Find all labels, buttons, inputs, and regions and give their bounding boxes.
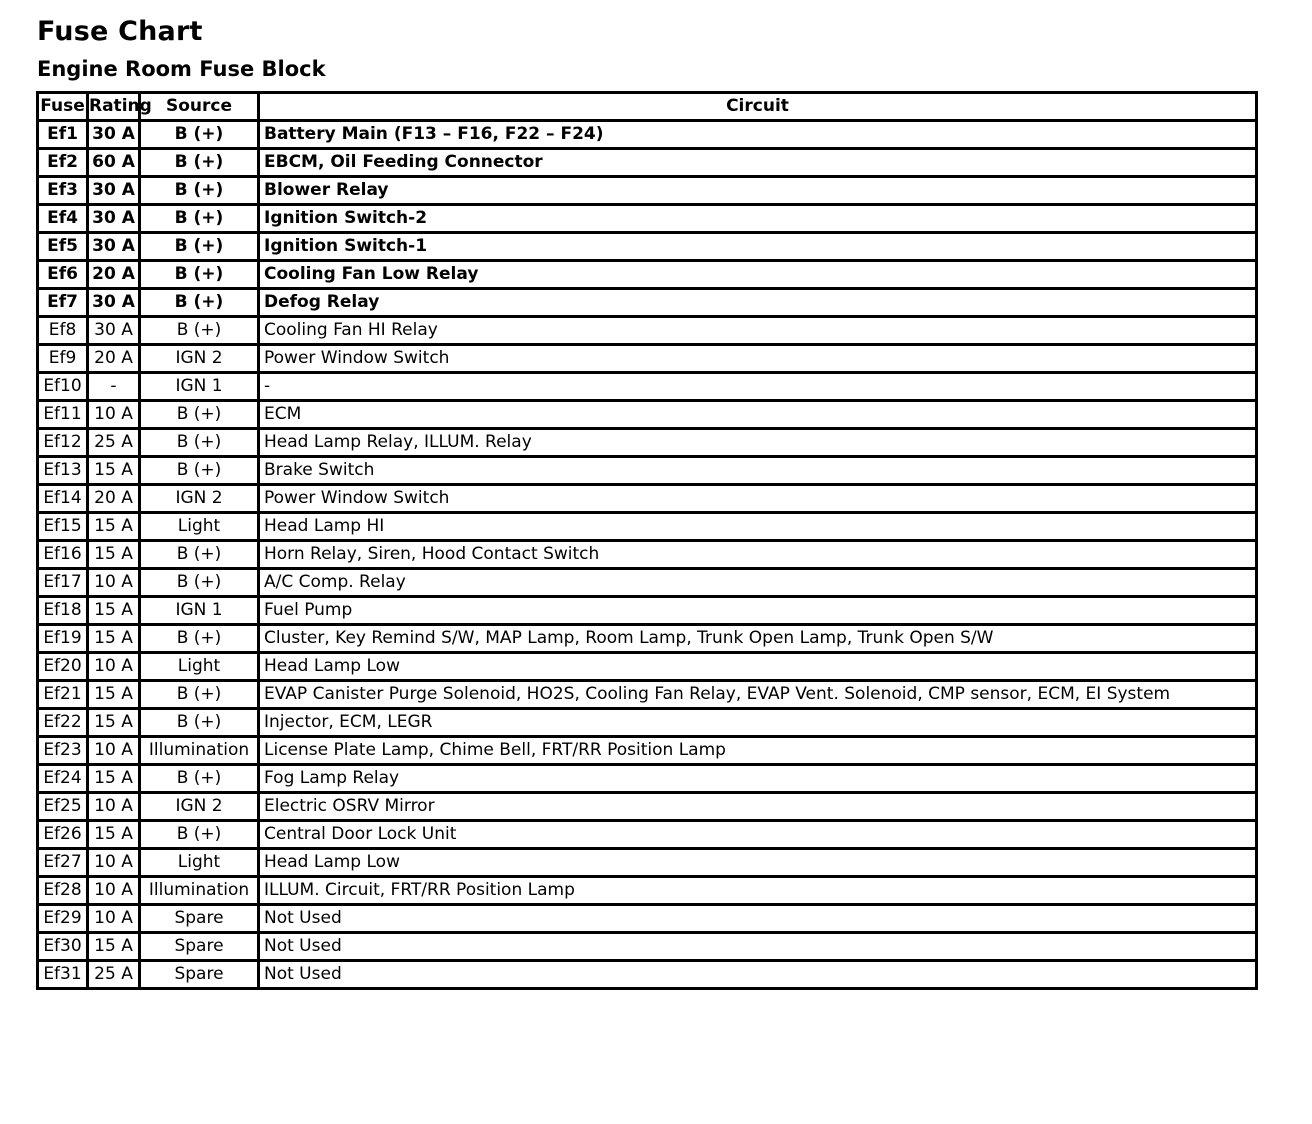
source-cell: B (+) <box>140 821 259 849</box>
rating-cell: 30 A <box>88 121 140 149</box>
circuit-cell: Cooling Fan Low Relay <box>259 261 1257 289</box>
table-row <box>38 737 1257 765</box>
circuit-cell: ILLUM. Circuit, FRT/RR Position Lamp <box>259 877 1257 905</box>
circuit-cell: Battery Main (F13 – F16, F22 – F24) <box>259 121 1257 149</box>
circuit-cell: Not Used <box>259 905 1257 933</box>
fuse-cell: Ef30 <box>38 933 88 961</box>
column-header-source: Source <box>140 93 259 121</box>
rating-cell: 25 A <box>88 961 140 989</box>
fuse-cell: Ef21 <box>38 681 88 709</box>
table-row <box>38 765 1257 793</box>
source-cell: IGN 2 <box>140 793 259 821</box>
circuit-cell: Fuel Pump <box>259 597 1257 625</box>
rating-cell: 20 A <box>88 345 140 373</box>
fuse-cell: Ef14 <box>38 485 88 513</box>
table-row <box>38 177 1257 205</box>
rating-cell: 30 A <box>88 233 140 261</box>
fuse-cell: Ef15 <box>38 513 88 541</box>
fuse-cell: Ef17 <box>38 569 88 597</box>
circuit-cell: Electric OSRV Mirror <box>259 793 1257 821</box>
circuit-cell: A/C Comp. Relay <box>259 569 1257 597</box>
table-row <box>38 401 1257 429</box>
fuse-cell: Ef20 <box>38 653 88 681</box>
circuit-cell: Horn Relay, Siren, Hood Contact Switch <box>259 541 1257 569</box>
fuse-cell: Ef28 <box>38 877 88 905</box>
table-row <box>38 793 1257 821</box>
source-cell: Spare <box>140 961 259 989</box>
fuse-cell: Ef4 <box>38 205 88 233</box>
source-cell: IGN 2 <box>140 485 259 513</box>
source-cell: B (+) <box>140 625 259 653</box>
circuit-cell: Brake Switch <box>259 457 1257 485</box>
table-row <box>38 429 1257 457</box>
fuse-cell: Ef29 <box>38 905 88 933</box>
header-row <box>38 93 1257 121</box>
page-subtitle: Engine Room Fuse Block <box>37 57 326 81</box>
source-cell: B (+) <box>140 177 259 205</box>
table-row <box>38 289 1257 317</box>
circuit-cell: Head Lamp Low <box>259 653 1257 681</box>
source-cell: B (+) <box>140 541 259 569</box>
rating-cell: 20 A <box>88 261 140 289</box>
table-row <box>38 877 1257 905</box>
rating-cell: 15 A <box>88 765 140 793</box>
fuse-cell: Ef5 <box>38 233 88 261</box>
source-cell: IGN 1 <box>140 373 259 401</box>
table-row <box>38 149 1257 177</box>
circuit-cell: Fog Lamp Relay <box>259 765 1257 793</box>
source-cell: B (+) <box>140 289 259 317</box>
circuit-cell: ECM <box>259 401 1257 429</box>
source-cell: Light <box>140 849 259 877</box>
table-row <box>38 821 1257 849</box>
table-row <box>38 261 1257 289</box>
fuse-cell: Ef24 <box>38 765 88 793</box>
source-cell: Spare <box>140 905 259 933</box>
fuse-cell: Ef22 <box>38 709 88 737</box>
fuse-cell: Ef18 <box>38 597 88 625</box>
circuit-cell: EBCM, Oil Feeding Connector <box>259 149 1257 177</box>
table-row <box>38 121 1257 149</box>
rating-cell: 15 A <box>88 457 140 485</box>
source-cell: B (+) <box>140 149 259 177</box>
fuse-cell: Ef11 <box>38 401 88 429</box>
rating-cell: 10 A <box>88 793 140 821</box>
rating-cell: 30 A <box>88 289 140 317</box>
circuit-cell: Defog Relay <box>259 289 1257 317</box>
rating-cell: 30 A <box>88 317 140 345</box>
table-header <box>38 93 1257 121</box>
table-row <box>38 373 1257 401</box>
fuse-cell: Ef26 <box>38 821 88 849</box>
fuse-cell: Ef31 <box>38 961 88 989</box>
table-row <box>38 345 1257 373</box>
circuit-cell: Cluster, Key Remind S/W, MAP Lamp, Room Lamp, Trunk Open Lamp, Trunk Open S/W <box>259 625 1257 653</box>
rating-cell: 15 A <box>88 541 140 569</box>
fuse-cell: Ef9 <box>38 345 88 373</box>
rating-cell: 15 A <box>88 597 140 625</box>
table-row <box>38 681 1257 709</box>
table-row <box>38 653 1257 681</box>
fuse-cell: Ef19 <box>38 625 88 653</box>
table-row <box>38 597 1257 625</box>
rating-cell: 30 A <box>88 177 140 205</box>
table-row <box>38 457 1257 485</box>
table-row <box>38 849 1257 877</box>
page-title: Fuse Chart <box>37 16 203 47</box>
column-header-fuse: Fuse <box>38 93 88 121</box>
fuse-cell: Ef3 <box>38 177 88 205</box>
rating-cell: 15 A <box>88 933 140 961</box>
rating-cell: 60 A <box>88 149 140 177</box>
rating-cell: 10 A <box>88 905 140 933</box>
fuse-cell: Ef16 <box>38 541 88 569</box>
column-header-rating: Rating <box>88 93 140 121</box>
circuit-cell: Ignition Switch-1 <box>259 233 1257 261</box>
source-cell: B (+) <box>140 681 259 709</box>
table-row <box>38 709 1257 737</box>
rating-cell: 30 A <box>88 205 140 233</box>
table-row <box>38 961 1257 989</box>
circuit-cell: Injector, ECM, LEGR <box>259 709 1257 737</box>
circuit-cell: Power Window Switch <box>259 485 1257 513</box>
table-row <box>38 317 1257 345</box>
circuit-cell: Not Used <box>259 961 1257 989</box>
circuit-cell: Head Lamp Relay, ILLUM. Relay <box>259 429 1257 457</box>
source-cell: Illumination <box>140 877 259 905</box>
circuit-cell: Central Door Lock Unit <box>259 821 1257 849</box>
table-row <box>38 933 1257 961</box>
fuse-cell: Ef12 <box>38 429 88 457</box>
fuse-cell: Ef8 <box>38 317 88 345</box>
rating-cell: 25 A <box>88 429 140 457</box>
fuse-cell: Ef10 <box>38 373 88 401</box>
fuse-cell: Ef25 <box>38 793 88 821</box>
source-cell: B (+) <box>140 205 259 233</box>
rating-cell: 10 A <box>88 877 140 905</box>
rating-cell: 10 A <box>88 737 140 765</box>
source-cell: Spare <box>140 933 259 961</box>
table-row <box>38 205 1257 233</box>
fuse-cell: Ef23 <box>38 737 88 765</box>
source-cell: Illumination <box>140 737 259 765</box>
source-cell: Light <box>140 653 259 681</box>
circuit-cell: Not Used <box>259 933 1257 961</box>
source-cell: B (+) <box>140 317 259 345</box>
source-cell: B (+) <box>140 429 259 457</box>
circuit-cell: EVAP Canister Purge Solenoid, HO2S, Cooling Fan Relay, EVAP Vent. Solenoid, CMP sensor, ECM, EI System <box>259 681 1257 709</box>
rating-cell: 10 A <box>88 849 140 877</box>
fuse-cell: Ef7 <box>38 289 88 317</box>
circuit-cell: Ignition Switch-2 <box>259 205 1257 233</box>
source-cell: B (+) <box>140 261 259 289</box>
table-body <box>38 121 1257 989</box>
source-cell: B (+) <box>140 709 259 737</box>
rating-cell: 15 A <box>88 821 140 849</box>
circuit-cell: Head Lamp Low <box>259 849 1257 877</box>
source-cell: B (+) <box>140 765 259 793</box>
table-row <box>38 513 1257 541</box>
source-cell: IGN 2 <box>140 345 259 373</box>
source-cell: B (+) <box>140 121 259 149</box>
table-row <box>38 569 1257 597</box>
source-cell: B (+) <box>140 569 259 597</box>
column-header-circuit: Circuit <box>259 93 1257 121</box>
rating-cell: - <box>88 373 140 401</box>
circuit-cell: License Plate Lamp, Chime Bell, FRT/RR Position Lamp <box>259 737 1257 765</box>
rating-cell: 15 A <box>88 681 140 709</box>
source-cell: IGN 1 <box>140 597 259 625</box>
table-row <box>38 485 1257 513</box>
fuse-cell: Ef13 <box>38 457 88 485</box>
fuse-cell: Ef6 <box>38 261 88 289</box>
rating-cell: 10 A <box>88 569 140 597</box>
source-cell: Light <box>140 513 259 541</box>
circuit-cell: Cooling Fan HI Relay <box>259 317 1257 345</box>
fuse-table <box>36 91 1258 990</box>
circuit-cell: - <box>259 373 1257 401</box>
table-row <box>38 905 1257 933</box>
rating-cell: 15 A <box>88 709 140 737</box>
table-row <box>38 625 1257 653</box>
fuse-cell: Ef2 <box>38 149 88 177</box>
rating-cell: 15 A <box>88 625 140 653</box>
source-cell: B (+) <box>140 233 259 261</box>
rating-cell: 15 A <box>88 513 140 541</box>
circuit-cell: Head Lamp HI <box>259 513 1257 541</box>
fuse-cell: Ef1 <box>38 121 88 149</box>
table-row <box>38 233 1257 261</box>
fuse-cell: Ef27 <box>38 849 88 877</box>
source-cell: B (+) <box>140 457 259 485</box>
rating-cell: 20 A <box>88 485 140 513</box>
circuit-cell: Power Window Switch <box>259 345 1257 373</box>
rating-cell: 10 A <box>88 401 140 429</box>
circuit-cell: Blower Relay <box>259 177 1257 205</box>
source-cell: B (+) <box>140 401 259 429</box>
table-row <box>38 541 1257 569</box>
rating-cell: 10 A <box>88 653 140 681</box>
